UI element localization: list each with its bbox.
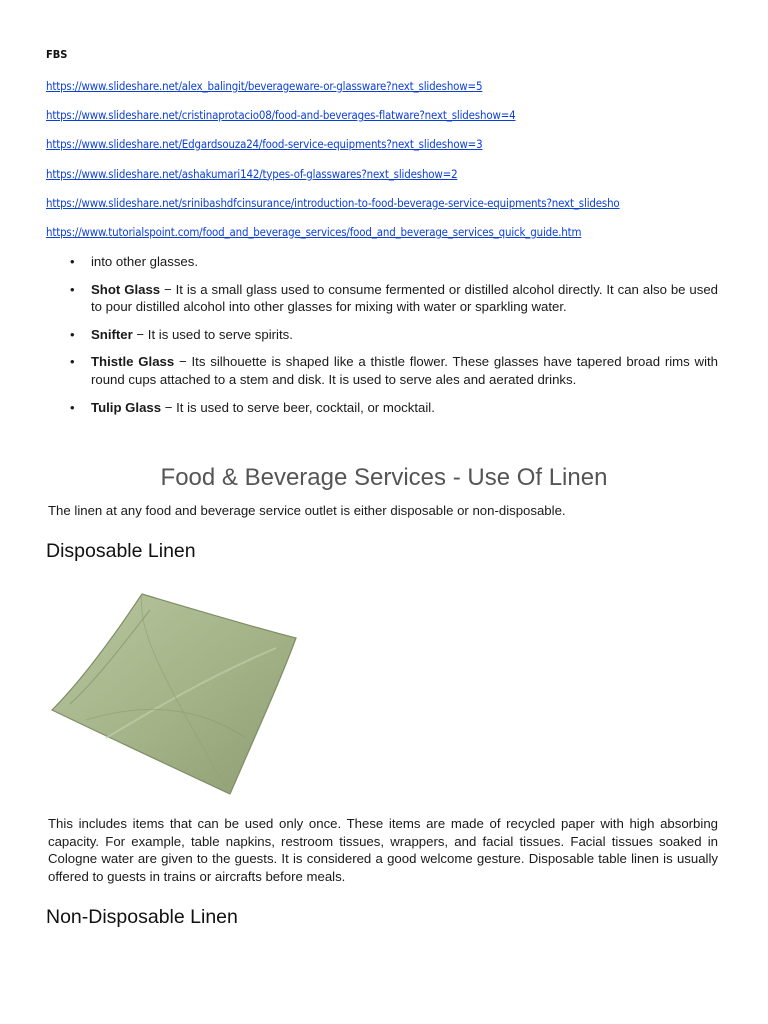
glassware-list xyxy=(46,253,718,426)
bullet-text: − It is used to serve spirits. xyxy=(132,326,293,342)
napkin-image xyxy=(46,588,302,798)
bullet-term: Thistle Glass xyxy=(91,354,175,370)
page-label: FBS xyxy=(46,48,68,61)
reference-link[interactable]: https://www.slideshare.net/srinibashdfcinsurance/introduction-to-food-beverage-service-equipments?next_slidesho xyxy=(46,195,620,210)
reference-link[interactable]: https://www.tutorialspoint.com/food_and_beverage_services/food_and_beverage_services_quick_guide.htm xyxy=(46,224,582,239)
reference-links xyxy=(46,77,620,252)
bullet-text: − Its silhouette is shaped like a thistle flower. These glasses have tapered broad rims with round cups attached to a stem and disk. It is used to serve ales and aerated drinks. xyxy=(91,354,718,387)
list-item xyxy=(46,253,718,271)
bullet-term: Shot Glass xyxy=(91,281,161,297)
disposable-linen-text: This includes items that can be used only once. These items are made of recycled paper with high absorbing capacity. For example, table napkins, restroom tissues, wrappers, and facial tissues. Facial tissues soaked in Cologne water are given to the guests. It is considered a good welcome gesture. Disposable table linen is usually offered to guests in trains or aircrafts before meals. xyxy=(48,816,718,884)
list-item xyxy=(46,165,620,194)
reference-link[interactable]: https://www.slideshare.net/alex_balingit/beverageware-or-glassware?next_slideshow=5 xyxy=(46,79,483,93)
bullet-term: Tulip Glass xyxy=(91,399,162,415)
list-item xyxy=(46,106,620,135)
bullet-term: Snifter xyxy=(91,326,133,342)
bullet-text: − It is a small glass used to consume fermented or distilled alcohol directly. It can also be used to pour distilled alcohol into other glasses for mixing with water or sparkling water. xyxy=(91,281,718,315)
list-item xyxy=(46,326,718,344)
reference-link[interactable]: https://www.slideshare.net/cristinaprotacio08/food-and-beverages-flatware?next_slideshow=4 xyxy=(46,108,516,123)
list-item xyxy=(46,194,620,223)
list-item xyxy=(46,223,620,252)
list-item xyxy=(46,353,718,388)
bullet-text: − It is used to serve beer, cocktail, or mocktail. xyxy=(161,399,435,415)
intro-text: The linen at any food and beverage service outlet is either disposable or non-disposable. xyxy=(48,503,566,518)
non-disposable-linen-heading: Non-Disposable Linen xyxy=(46,906,238,928)
list-item xyxy=(46,399,718,417)
bullet-text: into other glasses. xyxy=(91,254,199,269)
disposable-linen-heading: Disposable Linen xyxy=(46,540,196,562)
page-title: Food & Beverage Services - Use Of Linen xyxy=(160,464,608,491)
list-item xyxy=(46,77,620,106)
list-item xyxy=(46,135,620,164)
reference-link[interactable]: https://www.slideshare.net/Edgardsouza24/food-service-equipments?next_slideshow=3 xyxy=(46,137,483,152)
reference-link[interactable]: https://www.slideshare.net/ashakumari142/types-of-glasswares?next_slideshow=2 xyxy=(46,166,458,181)
list-item xyxy=(46,281,718,316)
